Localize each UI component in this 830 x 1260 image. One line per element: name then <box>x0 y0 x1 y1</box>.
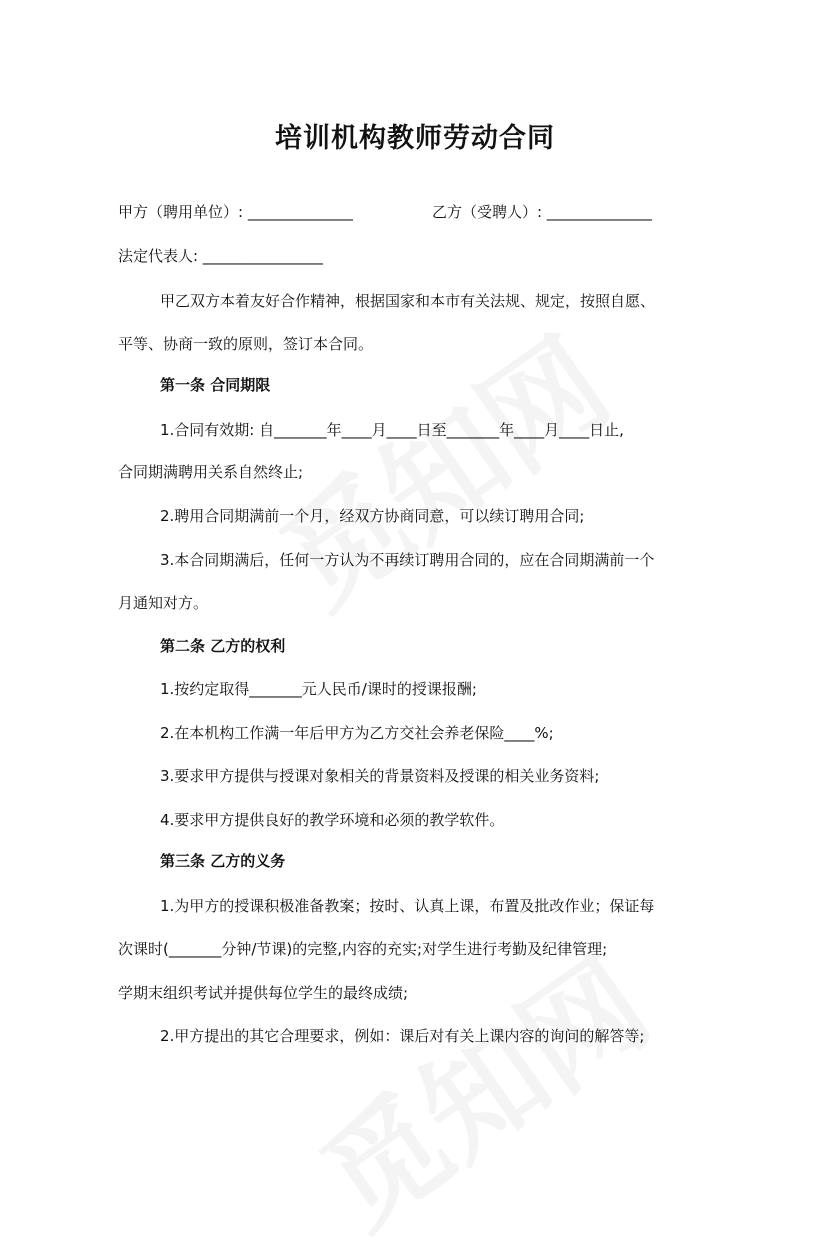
intro-line: 甲乙双方本着友好合作精神，根据国家和本市有关法规、规定，按照自愿、 <box>160 292 656 310</box>
party-b-field: 乙方（受聘人）: ______________ <box>432 203 652 221</box>
article1-line: 2.聘用合同期满前一个月，经双方协商同意，可以续订聘用合同; <box>160 507 585 525</box>
article3-line: 次课时(_______分钟/节课)的完整,内容的充实;对学生进行考勤及纪律管理; <box>118 940 608 958</box>
article2-line: 1.按约定取得_______元人民币/课时的授课报酬; <box>160 680 477 698</box>
article2-heading: 第二条 乙方的权利 <box>160 637 286 655</box>
party-a-field: 甲方（聘用单位）: ______________ <box>118 203 353 221</box>
intro-line: 平等、协商一致的原则，签订本合同。 <box>118 335 374 353</box>
article3-line: 学期末组织考试并提供每位学生的最终成绩; <box>118 984 409 1002</box>
watermark <box>283 912 677 1259</box>
article2-line: 4.要求甲方提供良好的教学环境和必须的教学软件。 <box>160 811 505 829</box>
article3-line: 1.为甲方的授课积极准备教案；按时、认真上课，布置及批改作业；保证每 <box>160 897 655 915</box>
article1-heading: 第一条 合同期限 <box>160 376 271 394</box>
document-title: 培训机构教师劳动合同 <box>275 123 555 154</box>
article3-heading: 第三条 乙方的义务 <box>160 852 286 870</box>
article1-line: 1.合同有效期: 自_______年____月____日至_______年____月____日止, <box>160 421 624 439</box>
article2-line: 2.在本机构工作满一年后甲方为乙方交社会养老保险____%; <box>160 724 554 742</box>
article1-line: 3.本合同期满后，任何一方认为不再续订聘用合同的，应在合同期满前一个 <box>160 551 655 569</box>
article3-line: 2.甲方提出的其它合理要求，例如：课后对有关上课内容的询问的解答等; <box>160 1027 645 1045</box>
legal-rep-field: 法定代表人: ________________ <box>118 247 323 265</box>
article1-line: 月通知对方。 <box>118 594 209 612</box>
article1-line: 合同期满聘用关系自然终止; <box>118 463 304 481</box>
article2-line: 3.要求甲方提供与授课对象相关的背景资料及授课的相关业务资料; <box>160 767 600 785</box>
